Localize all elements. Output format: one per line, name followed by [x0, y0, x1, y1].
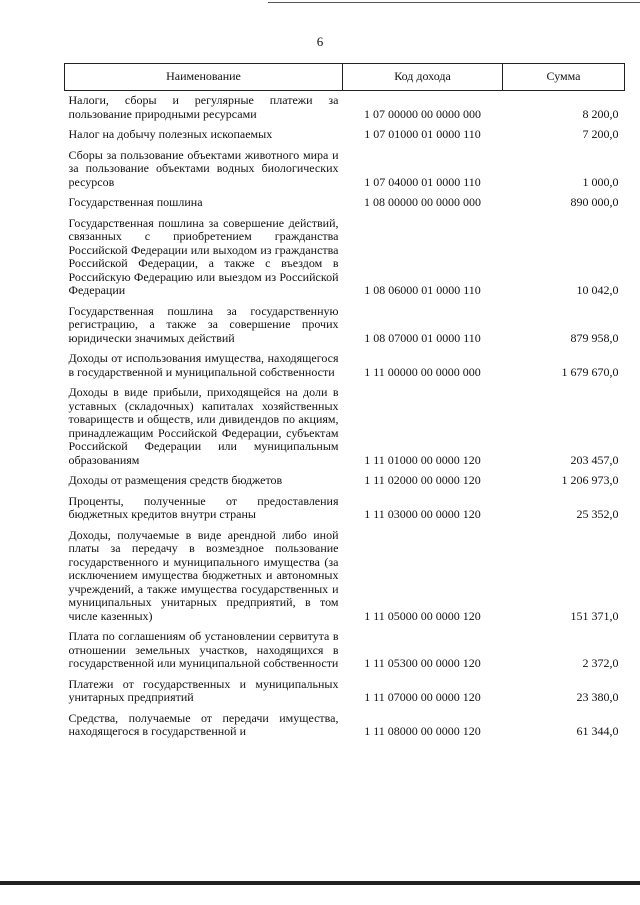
row-name: Средства, получаемые от передачи имущества, находящегося в государственной и: [68, 710, 339, 738]
row-name: Доходы в виде прибыли, приходящейся на доли в уставных (складочных) капиталах хозяйственных товариществ и обществ, или дивидендов по акциям, принадлежащим Российской Федерации, субъектам Российской Федерации или муниципальным образованиям: [68, 385, 339, 467]
row-sum: 23 380,0: [576, 690, 619, 704]
table-row: [65, 526, 625, 628]
table-row: [65, 383, 625, 471]
header-name: Наименование: [65, 64, 343, 91]
row-name: Налог на добычу полезных ископаемых: [68, 127, 273, 141]
table-row: [65, 349, 625, 383]
row-name: Плата по соглашениям об установлении сервитута в отношении земельных участков, находящихся в государственной или муниципальной собственности: [68, 629, 339, 670]
row-name: Сборы за пользование объектами животного мира и за пользование объектами водных биологических ресурсов: [68, 147, 339, 189]
row-code: 1 11 03000 00 0000 120: [364, 507, 481, 521]
table-row: [65, 146, 625, 194]
row-name: Государственная пошлина за совершение действий, связанных с приобретением гражданства Российской Федерации или выходом из гражданства Российской Федерации, а также с въездом в Российскую Федерацию или выездом из Российской Федерации: [68, 215, 339, 297]
table-header-row: [65, 64, 625, 91]
row-name: Государственная пошлина: [68, 195, 203, 209]
row-name: Доходы от размещения средств бюджетов: [68, 473, 283, 487]
table-row: [65, 492, 625, 526]
row-sum: 2 372,0: [582, 656, 619, 670]
row-name: Проценты, полученные от предоставления бюджетных кредитов внутри страны: [68, 493, 339, 521]
table-row: [65, 214, 625, 302]
scan-edge-top: [268, 2, 640, 3]
row-code: 1 11 05300 00 0000 120: [364, 656, 481, 670]
row-sum: 8 200,0: [582, 106, 619, 121]
row-code: 1 11 08000 00 0000 120: [364, 724, 481, 738]
scan-edge-bottom: [0, 881, 640, 885]
row-name: Доходы от использования имущества, находящегося в государственной и муниципальной собственности: [68, 351, 339, 379]
table-row: [65, 627, 625, 675]
row-sum: 7 200,0: [582, 127, 619, 141]
row-name: Доходы, получаемые в виде арендной либо иной платы за передачу в возмездное пользование государственного и муниципального имущества (за исключением имущества бюджетных и автономных учреждений, а также имущества государственных и муниципальных унитарных предприятий, в том числе казенных): [68, 527, 339, 623]
row-name: Государственная пошлина за государственную регистрацию, а также за совершение прочих юридически значимых действий: [68, 303, 339, 345]
row-sum: 879 958,0: [570, 330, 619, 345]
row-sum: 203 457,0: [570, 452, 619, 467]
table-row: [65, 675, 625, 709]
table-row: [65, 471, 625, 492]
row-code: 1 11 01000 00 0000 120: [364, 452, 481, 467]
table-row: [65, 302, 625, 350]
row-name: Налоги, сборы и регулярные платежи за пользование природными ресурсами: [68, 93, 339, 121]
table-body: [65, 91, 625, 743]
row-sum: 1 000,0: [582, 174, 619, 189]
table-row: [65, 125, 625, 146]
row-code: 1 11 07000 00 0000 120: [364, 690, 481, 704]
row-sum: 890 000,0: [570, 195, 619, 209]
page-number: 6: [316, 34, 324, 49]
row-sum: 61 344,0: [576, 724, 619, 738]
row-sum: 1 206 973,0: [561, 473, 619, 487]
row-sum: 10 042,0: [576, 283, 619, 297]
row-code: 1 11 05000 00 0000 120: [364, 608, 481, 623]
header-code: Код дохода: [343, 64, 503, 91]
table-row: [65, 91, 625, 126]
table-row: [65, 709, 625, 743]
row-sum: 151 371,0: [570, 608, 619, 623]
row-code: 1 08 06000 01 0000 110: [364, 283, 481, 297]
row-code: 1 07 01000 01 0000 110: [364, 127, 481, 141]
row-code: 1 11 02000 00 0000 120: [364, 473, 481, 487]
header-sum: Сумма: [503, 64, 625, 91]
revenue-table: [64, 63, 625, 743]
table-row: [65, 193, 625, 214]
row-code: 1 07 04000 01 0000 110: [364, 174, 481, 189]
row-sum: 25 352,0: [576, 507, 619, 521]
row-sum: 1 679 670,0: [561, 364, 619, 379]
row-code: 1 11 00000 00 0000 000: [364, 364, 481, 379]
row-code: 1 08 00000 00 0000 000: [364, 195, 481, 209]
row-name: Платежи от государственных и муниципальных унитарных предприятий: [68, 676, 339, 704]
row-code: 1 07 00000 00 0000 000: [364, 106, 481, 121]
row-code: 1 08 07000 01 0000 110: [364, 330, 481, 345]
